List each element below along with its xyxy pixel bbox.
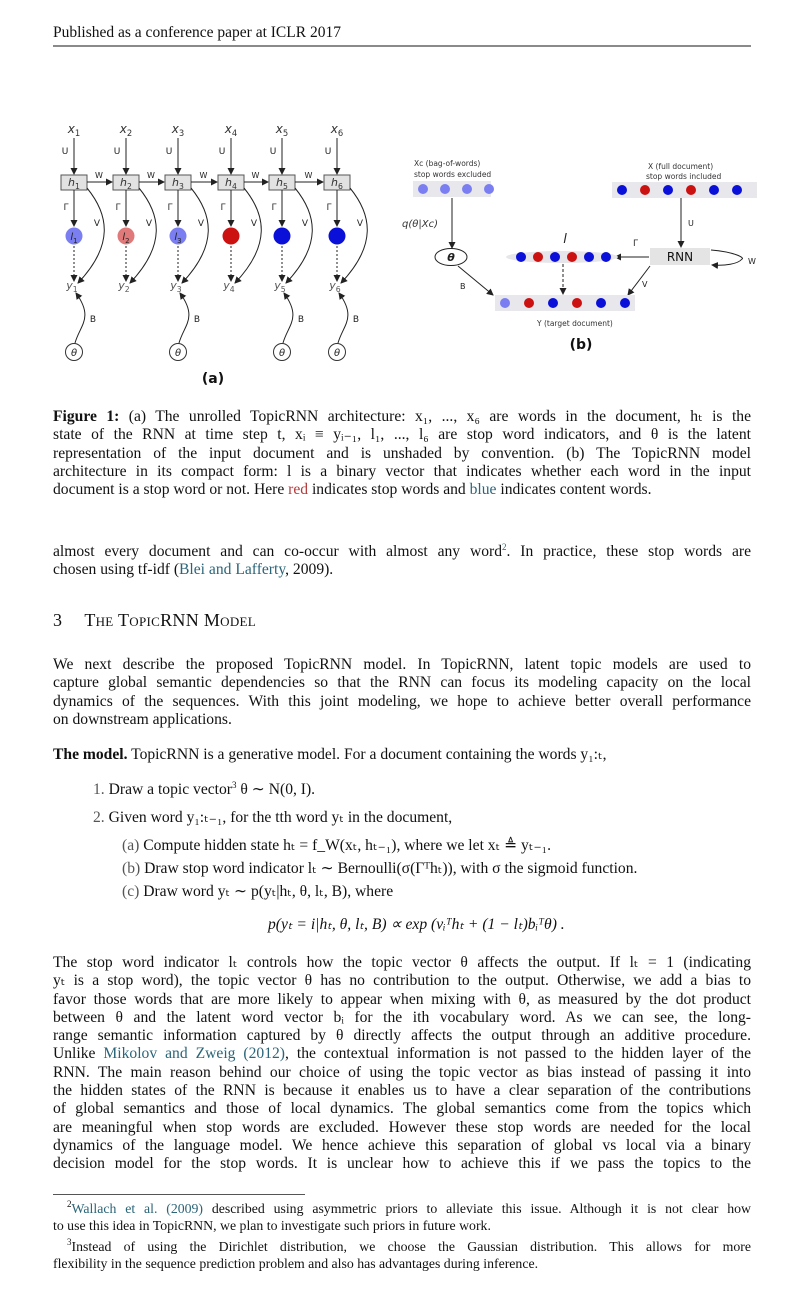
l-row-dot (567, 252, 577, 262)
edge-label-W: W (199, 171, 208, 180)
hidden-state-label: $h_3$ (172, 176, 184, 191)
stop-indicator-node (329, 228, 346, 245)
running-header: Published as a conference paper at ICLR 2017 (53, 24, 341, 41)
text: almost every document and can co-occur with almost any word (53, 543, 503, 560)
text: , the contextual information is not passed to the hidden layer of the (285, 1045, 751, 1063)
paragraph-description (53, 656, 751, 729)
stop-indicator-node (223, 228, 240, 245)
citation-year[interactable]: (2009) (157, 1201, 204, 1216)
stop-indicator-label: $l_1$ (70, 232, 78, 245)
text: Unlike (53, 1045, 104, 1063)
list-item-2 (93, 808, 452, 827)
x-subtitle: stop words included (646, 172, 722, 181)
footnote-ref-2[interactable]: 2 (502, 542, 507, 552)
edge-B (283, 293, 293, 343)
xc-subtitle: stop words excluded (414, 170, 492, 179)
sublist-text: Draw stop word indicator lₜ ∼ Bernoulli(σ(Γᵀhₜ)), with σ the sigmoid function. (144, 860, 638, 877)
theta-label: θ (333, 348, 341, 359)
stop-indicator-label: $l_3$ (174, 232, 182, 245)
citation-link[interactable]: Wallach et al. (71, 1201, 158, 1216)
caption-label: Figure 1: (53, 408, 120, 425)
xc-row-dot (440, 184, 450, 194)
edge-label-U: U (324, 147, 332, 157)
list-text: Draw a topic vector (108, 781, 233, 798)
edge-label-U: U (165, 147, 173, 157)
list-item-1 (93, 780, 315, 799)
input-node-label: $x_2$ (119, 122, 133, 138)
footnote-rule (53, 1194, 305, 1195)
text: . In practice, these stop words are (506, 543, 751, 560)
x-row-dot (617, 185, 627, 195)
paragraph-model (53, 746, 751, 764)
hidden-state-label: $h_4$ (225, 176, 237, 191)
footnote-text: described using asymmetric priors to alleviate this issue. Although it is not clear how (203, 1201, 751, 1216)
hidden-state-label: $h_1$ (68, 176, 80, 191)
text-line: capture global semantic dependencies so that the RNN can focus its modeling capacity on the local (53, 674, 751, 692)
edge-label-V: V (250, 219, 258, 229)
sublist-label: (a) (122, 837, 140, 854)
edge-B (338, 293, 348, 343)
xc-row-dot (418, 184, 428, 194)
edge-label-B: B (89, 315, 97, 325)
caption-line: (a) The unrolled TopicRNN architecture: x₁, ..., x₆ are words in the document, hₜ is the (119, 408, 751, 425)
list-text: Given word y₁:ₜ₋₁, for the tth word yₜ in the document, (108, 809, 453, 826)
edge-label-Gamma: Γ (271, 203, 277, 213)
footnote-3 (53, 1238, 751, 1272)
figure-1 (0, 0, 803, 400)
theta-label: θ (70, 348, 78, 359)
edge-label-Gamma: Γ (167, 203, 173, 213)
edge-label-U: U (269, 147, 277, 157)
figure-caption (53, 408, 751, 499)
y-title: Y (target document) (537, 319, 613, 328)
text-line: between θ and the latent word vector bᵢ for the ith vocabulary word. As we can see, the long- (53, 1008, 751, 1026)
x-title: X (full document) (648, 162, 714, 171)
edge-label-Gamma: Γ (220, 203, 226, 213)
y-row-dot (500, 298, 510, 308)
x-row-dot (732, 185, 742, 195)
caption-line: architecture in its compact form: l is a binary vector that indicates whether each word in the input (53, 462, 751, 480)
text-line: dynamics of the sequences. With this joint modeling, we hope to achieve better overall performance (53, 692, 751, 710)
q-label: q(θ|Xc) (402, 219, 438, 230)
citation-link[interactable]: Blei and Lafferty (179, 561, 286, 579)
paragraph-intro (53, 543, 751, 580)
text-line: range semantic information captured by θ directly affects the output through an additive procedure. (53, 1027, 751, 1045)
y-row-dot (572, 298, 582, 308)
list-number: 1. (93, 781, 105, 798)
text-line: favor those words that are more likely to appear when mixing with θ, as measured by the dot product (53, 990, 751, 1008)
text-line: We next describe the proposed TopicRNN model. In TopicRNN, latent topic models are used to (53, 656, 751, 673)
edge-label-Gamma: Γ (326, 203, 332, 213)
l-row-dot (584, 252, 594, 262)
theta-label: θ (174, 348, 182, 359)
footnote-text: Instead of using the Dirichlet distribution, we choose the Gaussian distribution. This allows for more (71, 1239, 751, 1254)
text-line: RNN. The main reason behind our choice of using the topic vector as bias instead of passing it into (53, 1063, 751, 1081)
edge-label-W: W (304, 171, 313, 180)
l-label: l (563, 232, 567, 247)
citation-link[interactable]: Mikolov and Zweig (103, 1045, 236, 1063)
output-node-label: $y_6$ (329, 279, 341, 294)
edge-label-V: V (356, 219, 364, 229)
input-node-label: $x_3$ (171, 122, 185, 138)
text-line: of global semantics and those of local dynamics. The global semantics come from the topics which (53, 1100, 751, 1118)
x-row-dot (686, 185, 696, 195)
text: TopicRNN is a generative model. For a document containing the words y₁:ₜ, (127, 746, 607, 763)
input-node-label: $x_5$ (275, 122, 289, 138)
edge-label-Gamma: Γ (63, 203, 69, 213)
figure-panel-a (61, 122, 367, 387)
sublist-text: Compute hidden state hₜ = f_W(xₜ, hₜ₋₁), where we let xₜ ≜ yₜ₋₁. (143, 837, 552, 854)
caption-line: representation of the input document and is unshaded by convention. (b) The TopicRNN model (53, 444, 751, 462)
x-row-dot (640, 185, 650, 195)
y-row-dot (524, 298, 534, 308)
theta-label: θ (278, 348, 286, 359)
l-row-dot (550, 252, 560, 262)
text-line: yₜ is a stop word), the topic vector θ has no contribution to the output. Otherwise, we add a bias to (53, 972, 751, 990)
l-row-dot (601, 252, 611, 262)
edge-label-W: W (147, 171, 155, 180)
text: , 2009). (285, 561, 334, 579)
input-node-label: $x_6$ (330, 122, 344, 138)
edge-label-V: V (93, 219, 101, 229)
edge-label-U: U (218, 147, 226, 157)
citation-year[interactable]: (2012) (235, 1045, 286, 1063)
stop-indicator-node (274, 228, 291, 245)
y-row-dot (620, 298, 630, 308)
edge-label-V: V (145, 219, 153, 229)
caption-text: indicates content words. (496, 481, 652, 499)
edge-label-B: B (193, 315, 201, 325)
output-node-label: $y_4$ (223, 279, 235, 294)
edge-label-W: W (251, 171, 260, 180)
caption-line: document is a stop word or not. Here (53, 481, 289, 499)
edge-label-V: V (642, 280, 648, 289)
y-row-dot (596, 298, 606, 308)
edge-B (75, 293, 85, 343)
edge-label-V: V (197, 219, 205, 229)
sublist-item-a (122, 836, 551, 855)
edge-label-U: U (61, 147, 69, 157)
footnote-2 (53, 1200, 751, 1234)
footnote-text: to use this idea in TopicRNN, we plan to investigate such priors in future work. (53, 1218, 491, 1233)
output-node-label: $y_1$ (66, 279, 78, 294)
edge-label-W: W (95, 171, 103, 180)
sublist-label: (c) (122, 883, 140, 900)
paragraph-stop-word (53, 954, 751, 1174)
sublist-item-b (122, 859, 637, 878)
edge-label-Gamma: Γ (115, 203, 121, 213)
text-line: on downstream applications. (53, 710, 232, 728)
xc-title: Xc (bag-of-words) (414, 159, 481, 168)
list-text: θ ∼ N(0, I). (236, 781, 316, 798)
figure-panel-b (402, 159, 757, 353)
section-number: 3 (53, 610, 63, 630)
l-row-dot (533, 252, 543, 262)
text-line: the hidden states of the RNN is because it enables us to have a clear separation of the contributions (53, 1082, 751, 1100)
edge-label-V: V (301, 219, 309, 229)
text: chosen using tf-idf ( (53, 561, 180, 579)
output-node-label: $y_2$ (118, 279, 130, 294)
edge-W-loop (711, 250, 743, 265)
y-row-dot (548, 298, 558, 308)
x-row-dot (663, 185, 673, 195)
section-title: The TopicRNN Model (84, 610, 256, 630)
text-line: are meaningful when stop words are excluded. However these stop words are needed for the local (53, 1118, 751, 1136)
sublist-item-c (122, 882, 393, 901)
edge-label-Gamma: Γ (633, 239, 639, 249)
output-node-label: $y_3$ (170, 279, 182, 294)
text-line: decision model for the stop words. It is unclear how to achieve this if we pass the topics to the (53, 1155, 751, 1173)
footnote-mark: 2 (67, 1199, 72, 1209)
edge-label-U: U (113, 147, 121, 157)
list-number: 2. (93, 809, 105, 826)
xc-row-dot (462, 184, 472, 194)
xc-row-dot (484, 184, 494, 194)
caption-text: indicates stop words and (308, 481, 470, 499)
input-node-label: $x_1$ (67, 122, 81, 138)
text-line: The stop word indicator lₜ controls how the topic vector θ affects the output. If lₜ = 1 (indicating (53, 954, 751, 971)
footnote-mark: 3 (67, 1237, 72, 1247)
edge-label-B: B (297, 315, 305, 325)
edge-label-B: B (460, 282, 466, 291)
caption-line: state of the RNN at time step t, xᵢ ≡ yᵢ₋₁, l₁, ..., l₆ are stop word indicators, and θ is the latent (53, 426, 751, 444)
x-row-dot (709, 185, 719, 195)
edge-B (179, 293, 189, 343)
panel-b-label: (b) (569, 337, 593, 353)
theta-label: θ (447, 251, 455, 264)
stop-indicator-label: $l_2$ (122, 232, 130, 245)
equation: p(yₜ = i|hₜ, θ, lₜ, B) ∝ exp (vᵢᵀhₜ + (1 − lₜ)bᵢᵀθ) . (268, 916, 565, 933)
edge-label-U: U (688, 219, 694, 228)
footnote-text: flexibility in the sequence prediction problem and also has advantages during inference. (53, 1256, 539, 1271)
panel-a-label: (a) (201, 371, 225, 387)
hidden-state-label: $h_2$ (120, 176, 132, 191)
blue-word: blue (469, 481, 497, 499)
hidden-state-label: $h_5$ (276, 176, 288, 191)
footnote-ref-3[interactable]: 3 (232, 780, 237, 790)
hidden-state-label: $h_6$ (331, 176, 343, 191)
red-word: red (288, 481, 309, 499)
text-line: dynamics of the language model. We hence achieve this separation of global vs local via a binary (53, 1136, 751, 1154)
rnn-label: RNN (666, 250, 694, 264)
edge-label-B: B (352, 315, 360, 325)
edge-label-W: W (748, 257, 756, 266)
input-node-label: $x_4$ (224, 122, 238, 138)
output-node-label: $y_5$ (274, 279, 286, 294)
section-heading (53, 610, 256, 631)
sublist-text: Draw word yₜ ∼ p(yₜ|hₜ, θ, lₜ, B), where (143, 883, 394, 900)
sublist-label: (b) (122, 860, 141, 877)
y-row-background (495, 295, 635, 311)
l-row-dot (516, 252, 526, 262)
paragraph-heading: The model. (53, 746, 128, 763)
